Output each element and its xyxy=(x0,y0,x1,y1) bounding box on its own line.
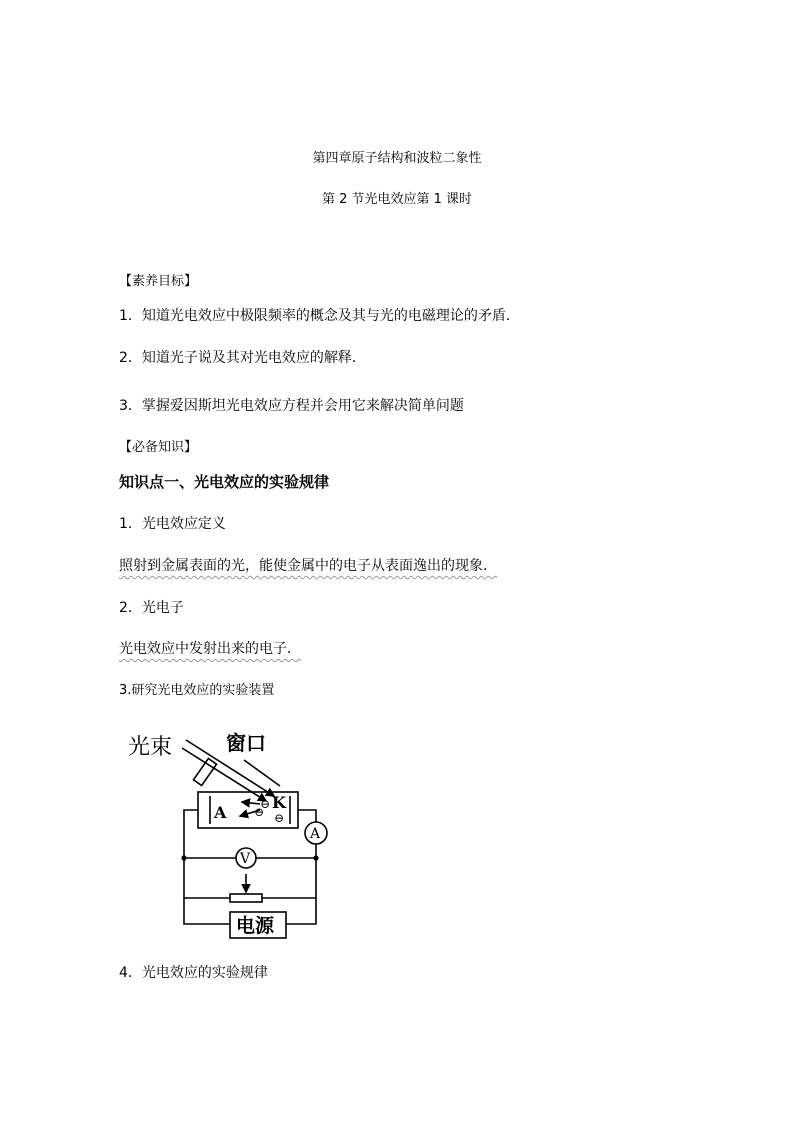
photoelectron-heading: 2．光电子 xyxy=(119,600,184,616)
window-label: 窗口 xyxy=(226,731,266,755)
electron-arrow-1 xyxy=(242,802,260,804)
wire-left-down xyxy=(184,858,230,898)
goals-heading: 【素养目标】 xyxy=(119,274,198,289)
window-shape xyxy=(193,758,216,785)
voltmeter-label: V xyxy=(240,851,251,867)
section-title: 第 2 节光电效应第 1 课时 xyxy=(321,192,473,207)
wire-top-left xyxy=(184,810,198,858)
photoelectric-apparatus-diagram xyxy=(126,726,346,946)
power-label: 电源 xyxy=(236,915,275,937)
wire-right xyxy=(298,810,316,822)
electron-3: ⊖ xyxy=(274,811,285,825)
wire-right-down xyxy=(262,858,316,898)
definition-heading: 1．光电效应定义 xyxy=(119,516,226,532)
junction-dot-right xyxy=(313,855,318,860)
electron-1: ⊖ xyxy=(260,797,271,811)
apparatus-heading: 3.研究光电效应的实验装置 xyxy=(119,683,275,698)
window-leader-line xyxy=(244,760,280,786)
anode-label: A xyxy=(214,803,227,822)
cathode-label: K xyxy=(272,793,286,812)
laws-heading: 4．光电效应的实验规律 xyxy=(119,965,268,981)
electron-2: ⊖ xyxy=(254,805,265,819)
ammeter-label: A xyxy=(310,826,321,842)
beam-label: 光束 xyxy=(128,735,173,760)
goal-item-1: 1．知道光电效应中极限频率的概念及其与光的电磁理论的矛盾． xyxy=(119,308,520,324)
photoelectron-text: 光电效应中发射出来的电子． xyxy=(119,641,301,657)
definition-text: 照射到金属表面的光，能使金属中的电子从表面逸出的现象． xyxy=(119,558,497,574)
knowledge-point-title: 知识点一、光电效应的实验规律 xyxy=(119,473,330,491)
goal-item-3: 3．掌握爱因斯坦光电效应方程并会用它来解决简单问题 xyxy=(119,398,464,414)
knowledge-heading: 【必备知识】 xyxy=(119,440,198,455)
goal-item-2: 2．知道光子说及其对光电效应的解释． xyxy=(119,350,366,366)
light-beam-line-1 xyxy=(182,748,266,801)
chapter-title: 第四章原子结构和波粒二象性 xyxy=(312,151,482,166)
rheostat xyxy=(230,894,262,902)
junction-dot-left xyxy=(181,855,186,860)
